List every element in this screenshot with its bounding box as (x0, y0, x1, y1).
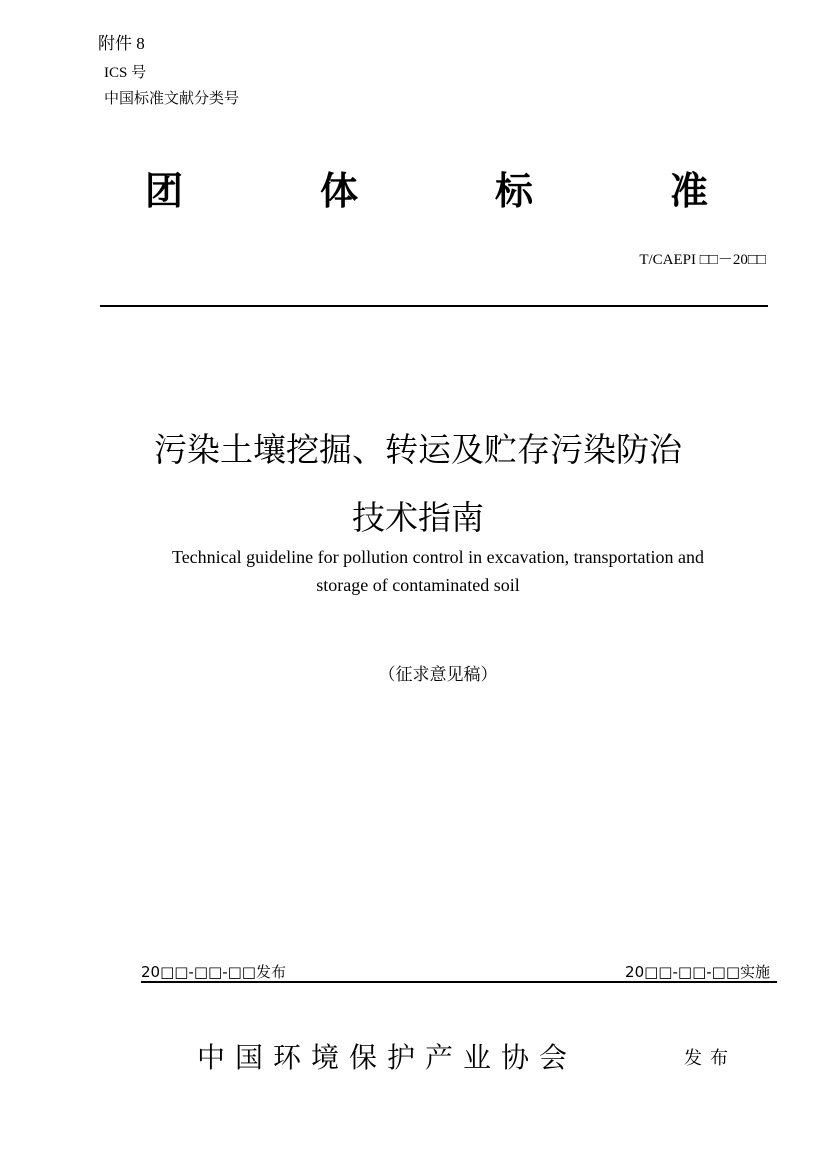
english-title-line2: storage of contaminated soil (316, 575, 520, 595)
standard-code: T/CAEPI □□－20□□ (639, 252, 766, 268)
footer-divider (141, 981, 777, 983)
attachment-label: 附件 8 (98, 34, 145, 53)
header-divider (100, 305, 768, 307)
english-title-line1: Technical guideline for pollution control in excavation, transportation and (171, 547, 705, 567)
standard-type-char: 标 (495, 169, 534, 213)
clc-label: 中国标准文献分类号 (104, 89, 240, 107)
implement-date: 20□□-□□-□□实施 (625, 963, 770, 981)
standard-type-char: 准 (670, 169, 709, 213)
standard-type-char: 团 (145, 169, 184, 213)
draft-note: （征求意见稿） (378, 665, 498, 684)
publish-date: 20□□-□□-□□发布 (141, 963, 286, 981)
ics-label: ICS 号 (104, 65, 147, 81)
issuing-organization: 中国环境保护产业协会 (197, 1043, 578, 1074)
document-title-line2: 技术指南 (352, 498, 484, 537)
document-title-line1: 污染土壤挖掘、转运及贮存污染防治 (154, 430, 682, 469)
standard-type-char: 体 (320, 169, 359, 213)
issue-label: 发布 (684, 1048, 736, 1068)
